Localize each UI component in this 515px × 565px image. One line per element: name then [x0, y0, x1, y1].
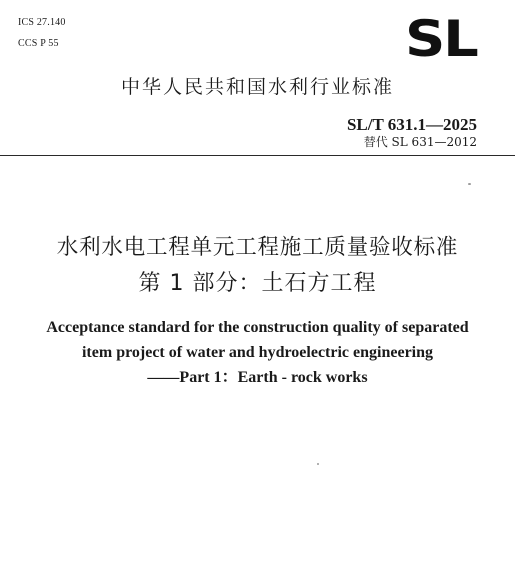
- scan-speck: [317, 463, 319, 465]
- ics-code: ICS 27.140: [18, 17, 66, 28]
- replaces-standard: 替代 SL 631—2012: [363, 135, 477, 149]
- chinese-title-line-1: 水利水电工程单元工程施工质量验收标准: [56, 235, 459, 260]
- header-divider: [0, 155, 515, 156]
- english-title-line-1: Acceptance standard for the construction quality of separated: [46, 319, 469, 336]
- sl-logo: SL: [405, 10, 477, 68]
- chinese-title-line-2: 第 1 部分：土石方工程: [138, 271, 377, 296]
- scan-speck: [468, 183, 471, 185]
- english-title-line-2: item project of water and hydroelectric engineering: [81, 344, 434, 361]
- standard-number: SL/T 631.1—2025: [346, 115, 477, 134]
- ccs-code: CCS P 55: [18, 38, 59, 49]
- english-title-line-3: ——Part 1：Earth - rock works: [147, 369, 368, 386]
- standard-category: 中华人民共和国水利行业标准: [120, 76, 394, 98]
